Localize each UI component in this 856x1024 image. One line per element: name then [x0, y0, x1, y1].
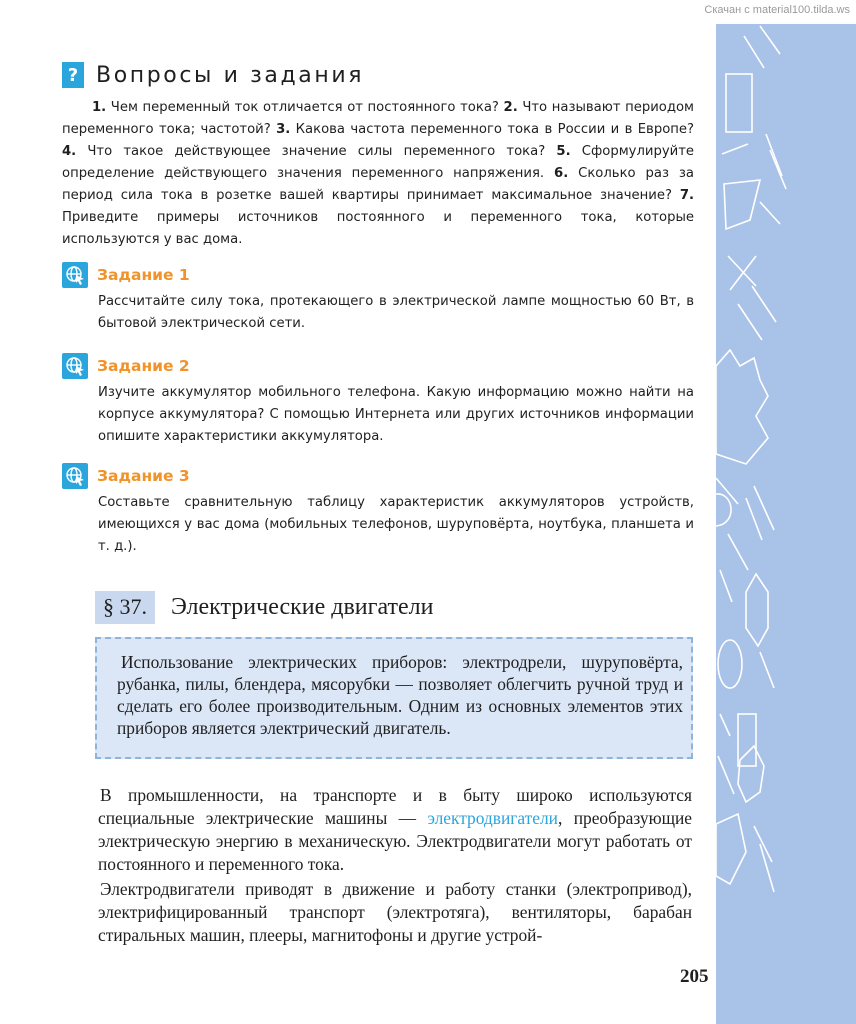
question-mark-icon: ?	[62, 62, 84, 88]
task-title: Задание 2	[97, 357, 190, 375]
paragraph-text: , преобразующие электрическую энергию в механическую. Электродвигатели могут работать от постоянного и переменного тока.	[98, 808, 693, 874]
decorative-side-band	[716, 24, 856, 1024]
geometric-pattern-icon	[716, 24, 856, 1024]
body-paragraph	[98, 784, 692, 876]
internet-globe-icon	[62, 353, 88, 379]
question-text: Чем переменный ток отличается от постоянного тока?	[106, 100, 504, 115]
question-text: Что называют периодом переменного тока; частотой?	[62, 100, 694, 137]
paragraph-text: В промышленности, на транспорте и в быту широко используются специальные электрические машины —	[98, 785, 692, 828]
task-text: Составьте сравнительную таблицу характеристик аккумуляторов устройств, имеющихся у вас дома (мобильных телефонов, шуруповёрта, ноутбука, планшета и т. д.).	[98, 495, 694, 554]
watermark: Скачан с material100.tilda.ws	[704, 4, 850, 16]
question-number: 6.	[554, 166, 569, 181]
task-title: Задание 1	[97, 266, 190, 284]
task-1	[62, 263, 694, 335]
internet-globe-icon	[62, 463, 88, 489]
questions-title: Вопросы и задания	[96, 62, 365, 88]
questions-text	[62, 97, 694, 251]
question-number: 4.	[62, 144, 77, 159]
question-text: Какова частота переменного тока в России и в Европе?	[290, 122, 694, 137]
question-text: Что такое действующее значение силы переменного тока?	[76, 144, 557, 159]
internet-globe-icon	[62, 262, 88, 288]
question-text: Сколько раз за период сила тока в розетке вашей квартиры принимает максимальное значение?	[62, 166, 694, 203]
body-paragraph: Электродвигатели приводят в движение и работу станки (электропривод), электрифицированный транспорт (электротяга), вентиляторы, барабан стиральных машин, плееры, магнитофоны и другие устрой-	[98, 879, 692, 945]
task-title: Задание 3	[97, 467, 190, 485]
task-text: Изучите аккумулятор мобильного телефона. Какую информацию можно найти на корпусе аккумулятора? С помощью Интернета или других источников информации опишите характеристики аккумулятора.	[98, 385, 694, 444]
question-number: 7.	[679, 188, 694, 203]
questions-header	[62, 62, 364, 88]
section-title: Электрические двигатели	[171, 594, 434, 620]
question-number: 5.	[556, 144, 571, 159]
task-text: Рассчитайте силу тока, протекающего в электрической лампе мощностью 60 Вт, в бытовой электрической сети.	[98, 294, 694, 331]
question-number: 1.	[92, 100, 107, 115]
key-term: электродвигатели	[427, 808, 558, 828]
section-number: § 37.	[95, 591, 155, 624]
task-3	[62, 464, 694, 558]
question-text: Сформулируйте определение действующего значения переменного напряжения.	[62, 144, 694, 181]
question-number: 2.	[503, 100, 518, 115]
task-2	[62, 354, 694, 448]
question-text: Приведите примеры источников постоянного и переменного тока, которые используются у вас дома.	[62, 210, 694, 247]
section-heading	[95, 591, 433, 624]
question-number: 3.	[276, 122, 291, 137]
page-number: 205	[680, 966, 709, 987]
intro-box	[95, 637, 693, 759]
intro-text: Использование электрических приборов: электродрели, шуруповёрта, рубанка, пилы, блендера, мясорубки — позволяет облегчить ручной труд и сделать его более производительным. Одним из основных элементов этих приборов является электрический двигатель.	[117, 652, 683, 738]
